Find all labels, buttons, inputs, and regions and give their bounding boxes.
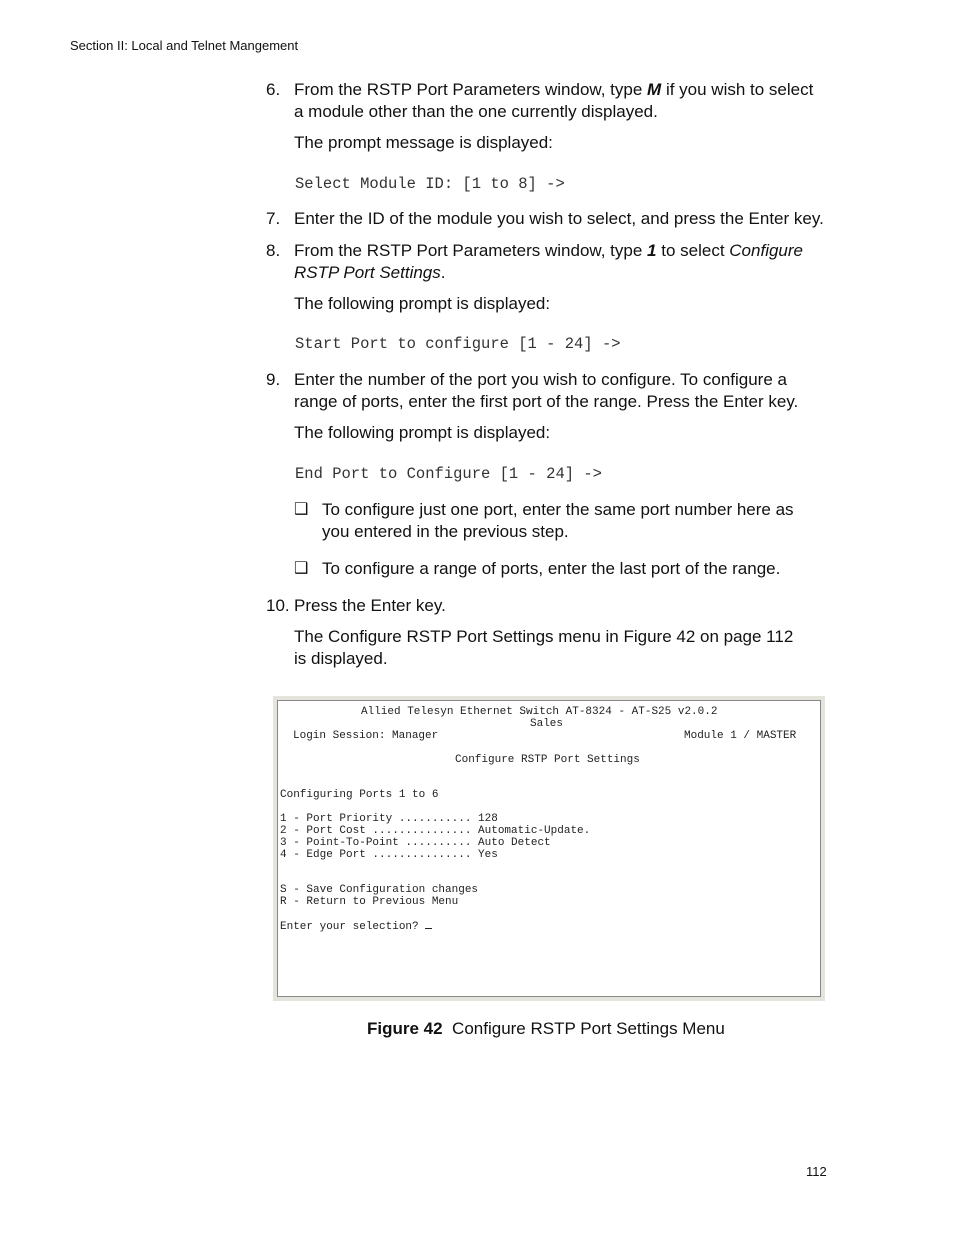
terminal-menu-title: Configure RSTP Port Settings xyxy=(455,754,640,766)
terminal-configuring: Configuring Ports 1 to 6 xyxy=(280,789,439,801)
step-9-prompt-intro: The following prompt is displayed: xyxy=(294,423,551,442)
bullet-item xyxy=(322,499,832,543)
step-9-prompt: End Port to Configure [1 - 24] -> xyxy=(295,465,602,483)
terminal-option-port-cost[interactable]: 2 - Port Cost ............... Automatic-Update. xyxy=(280,825,591,837)
step-10-text: Press the Enter key. xyxy=(294,596,446,615)
figure-caption xyxy=(367,1019,725,1039)
terminal-option-port-priority[interactable]: 1 - Port Priority ........... 128 xyxy=(280,813,498,825)
step-6-text-pre: From the RSTP Port Parameters window, type xyxy=(294,80,648,99)
terminal-option-return[interactable]: R - Return to Previous Menu xyxy=(280,896,459,908)
step-10-result-line2: is displayed. xyxy=(294,649,388,668)
checkbox-bullet-icon: ❑ xyxy=(294,560,309,577)
step-9-text-line1: Enter the number of the port you wish to configure. To configure a xyxy=(294,370,787,389)
terminal-screen xyxy=(277,700,821,997)
step-9-number: 9. xyxy=(266,370,281,389)
bullet-1-line2: you entered in the previous step. xyxy=(322,522,569,541)
terminal-option-edge-port[interactable]: 4 - Edge Port ............... Yes xyxy=(280,849,498,861)
terminal-selection-prompt[interactable] xyxy=(280,919,432,933)
cursor-icon xyxy=(425,919,432,929)
step-6-text xyxy=(294,79,834,123)
bullet-item: To configure a range of ports, enter the last port of the range. xyxy=(322,559,781,578)
running-header: Section II: Local and Telnet Mangement xyxy=(70,38,299,53)
figure-label: Figure 42 xyxy=(367,1019,443,1038)
step-6-text-post: if you wish to select xyxy=(661,80,814,99)
step-8-text-end: . xyxy=(440,263,446,282)
step-10-number: 10. xyxy=(266,596,290,615)
bullet-1-line1: To configure just one port, enter the same port number here as xyxy=(322,500,794,519)
step-8-prompt-intro: The following prompt is displayed: xyxy=(294,294,551,313)
step-8-text-pre: From the RSTP Port Parameters window, type xyxy=(294,241,648,260)
step-7-text: Enter the ID of the module you wish to select, and press the Enter key. xyxy=(294,209,824,228)
step-6-prompt-intro: The prompt message is displayed: xyxy=(294,133,553,152)
step-6-key: M xyxy=(647,80,662,99)
terminal-option-point-to-point[interactable]: 3 - Point-To-Point .......... Auto Detect xyxy=(280,837,551,849)
checkbox-bullet-icon: ❑ xyxy=(294,501,309,518)
step-10-result xyxy=(294,626,834,670)
step-10-result-line1: The Configure RSTP Port Settings menu in Figure 42 on page 112 xyxy=(294,627,794,646)
step-6-number: 6. xyxy=(266,80,281,99)
step-9-text xyxy=(294,369,854,413)
terminal-option-save[interactable]: S - Save Configuration changes xyxy=(280,884,479,896)
step-8-prompt: Start Port to configure [1 - 24] -> xyxy=(295,335,621,353)
step-8-text xyxy=(294,240,834,284)
step-8-number: 8. xyxy=(266,241,281,260)
terminal-subtitle: Sales xyxy=(530,718,564,730)
terminal-title: Allied Telesyn Ethernet Switch AT-8324 - AT-S25 v2.0.2 xyxy=(361,706,718,718)
step-8-menu-name-part1: Configure xyxy=(729,241,803,260)
page-number: 112 xyxy=(806,1164,827,1179)
step-6-text-line2: a module other than the one currently displayed. xyxy=(294,102,658,121)
terminal-screenshot-frame xyxy=(273,696,825,1001)
step-9-text-line2: range of ports, enter the first port of the range. Press the Enter key. xyxy=(294,392,799,411)
step-7-number: 7. xyxy=(266,209,281,228)
step-8-key: 1 xyxy=(647,241,657,260)
terminal-module: Module 1 / MASTER xyxy=(684,730,797,742)
figure-caption-text: Configure RSTP Port Settings Menu xyxy=(452,1019,725,1038)
step-8-menu-name-part2: RSTP Port Settings xyxy=(294,263,441,282)
step-8-text-mid: to select xyxy=(656,241,730,260)
terminal-selection-label: Enter your selection? xyxy=(280,921,426,933)
terminal-session: Login Session: Manager xyxy=(293,730,439,742)
step-6-prompt: Select Module ID: [1 to 8] -> xyxy=(295,175,565,193)
